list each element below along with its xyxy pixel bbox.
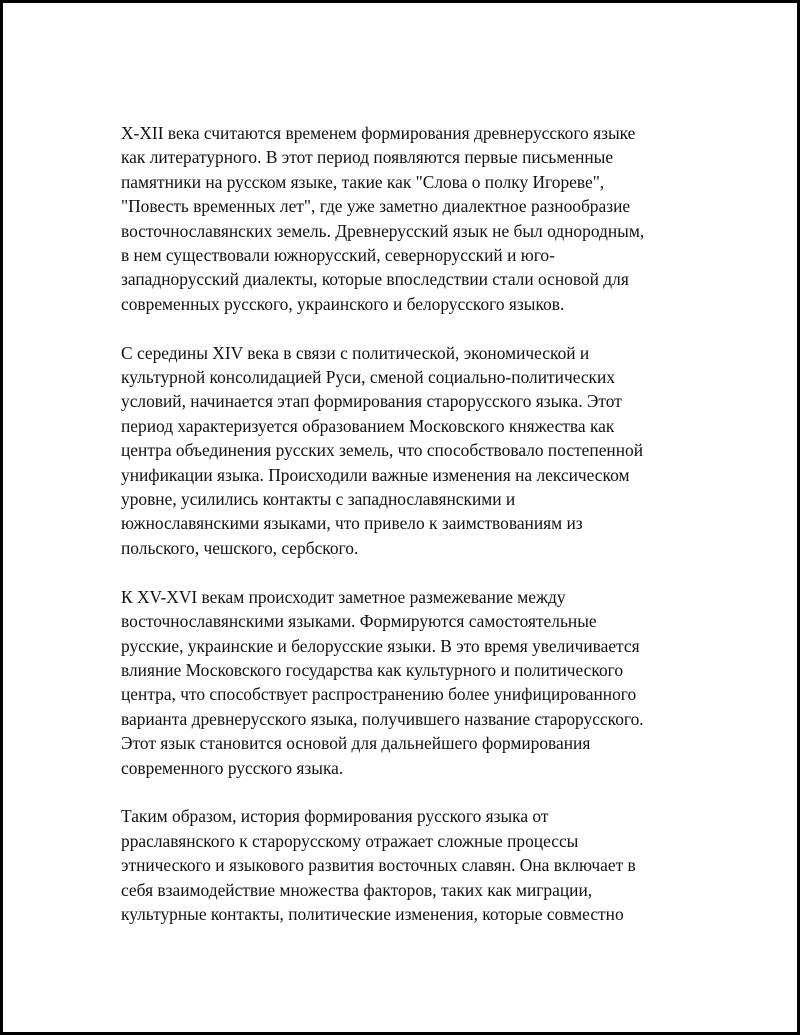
document-body <box>121 121 691 951</box>
paragraph-1: X-XII века считаются временем формирования древнерусского языке как литературного. В этот период появляются первые письменные памятники на русском языке, такие как "Слова о полку Игореве", "Повесть временных лет", где уже заметно диалектное разнообразие восточнославянских земель. Древнерусский язык не был однородным, в нем существовали южнорусский, севернорусский и юго- западнорусский диалекты, которые впоследствии стали основой для современных русского, украинского и белорусского языков. <box>121 123 645 314</box>
paragraph-2: С середины XIV века в связи с политической, экономической и культурной консолидацией Руси, сменой социально-политических условий, начинается этап формирования старорусского языка. Этот период характеризуется образованием Московского княжества как центра объединения русских земель, что способствовало постепенной унификации языка. Происходили важные изменения на лексическом уровне, усилились контакты с западнославянскими и южнославянскими языками, что привело к заимствованиям из польского, чешского, сербского. <box>121 342 644 558</box>
paragraph-3: К XV-XVI векам происходит заметное размежевание между восточнославянскими языками. Формируются самостоятельные русские, украинские и белорусские языки. В это время увеличивается влияние Московского государства как культурного и политического центра, что способствует распространению более унифицированного варианта древнерусского языка, получившего название старорусского. Этот язык становится основой для дальнейшего формирования современного русского языка. <box>121 586 644 778</box>
paragraph-4: Таким образом, история формирования русского языка от pраславянского к старорусскому отражает сложные процессы этнического и языкового развития восточных славян. Она включает в себя взаимодействие множества факторов, таких как миграции, культурные контакты, политические изменения, которые совместно <box>121 806 636 924</box>
